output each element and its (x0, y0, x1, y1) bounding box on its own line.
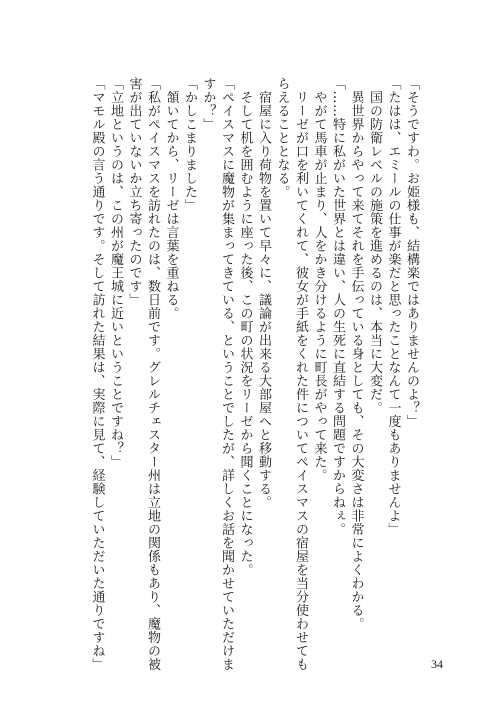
text-line: 「かしこまりました」 (182, 77, 197, 212)
text-line: 「ペイスマスに魔物が集まってきている、ということでしたが、詳しくお話を聞かせていただけま (219, 77, 234, 671)
text-line: 「立地というのは、この州が魔王城に近いということですね？」 (108, 77, 123, 469)
text-line: 「そうですわ。お姫様も、結構楽ではありませんのよ？」 (404, 77, 419, 428)
vertical-text-block (80, 77, 420, 671)
text-line: やがて馬車が止まり、人をかき分けるように町長がやって来た。 (311, 77, 327, 482)
text-line: 「……特に私がいた世界とは違い、人の生死に直結する問題ですからねぇ。 (330, 77, 345, 536)
text-line: らえることとなる。 (274, 77, 290, 199)
page-number: 34 (431, 657, 443, 671)
text-line: 害が出ていないか立ち寄ったのです」 (126, 77, 142, 307)
text-line: 異世界からやって来てそれを手伝っている身としても、その大変さは非常によくわかる。 (348, 77, 364, 631)
text-line: 頷いてから、リーゼは言葉を重ねる。 (163, 77, 179, 320)
text-line: 「たはは、エミールの仕事が楽だと思ったことなんて一度もありませんよ」 (385, 77, 401, 536)
text-line: 「マモル殿の言う通りです。そして訪れた結果は、実際に見て、経験していただいた通りですね」 (89, 77, 105, 671)
text-line: すか？」 (200, 77, 216, 131)
text-line: リーゼが口を利いてくれて、彼女が手紙をくれた件についてペイスマスの宿屋を当分使わせても (293, 77, 308, 671)
text-line: 宿屋に入り荷物を置いて早々に、議論が出来る大部屋へと移動する。 (256, 77, 271, 509)
text-line: 国の防衛レベルの施策を進めるのは、本当に大変だ。 (367, 77, 382, 415)
text-line: 「私がペイスマスを訪れたのは、数日前です。グレルチェスター州は立地の関係もあり、魔物の被 (145, 77, 160, 671)
text-line: そして机を囲むように座った後、この町の状況をリーゼから聞くことになった。 (237, 77, 253, 577)
